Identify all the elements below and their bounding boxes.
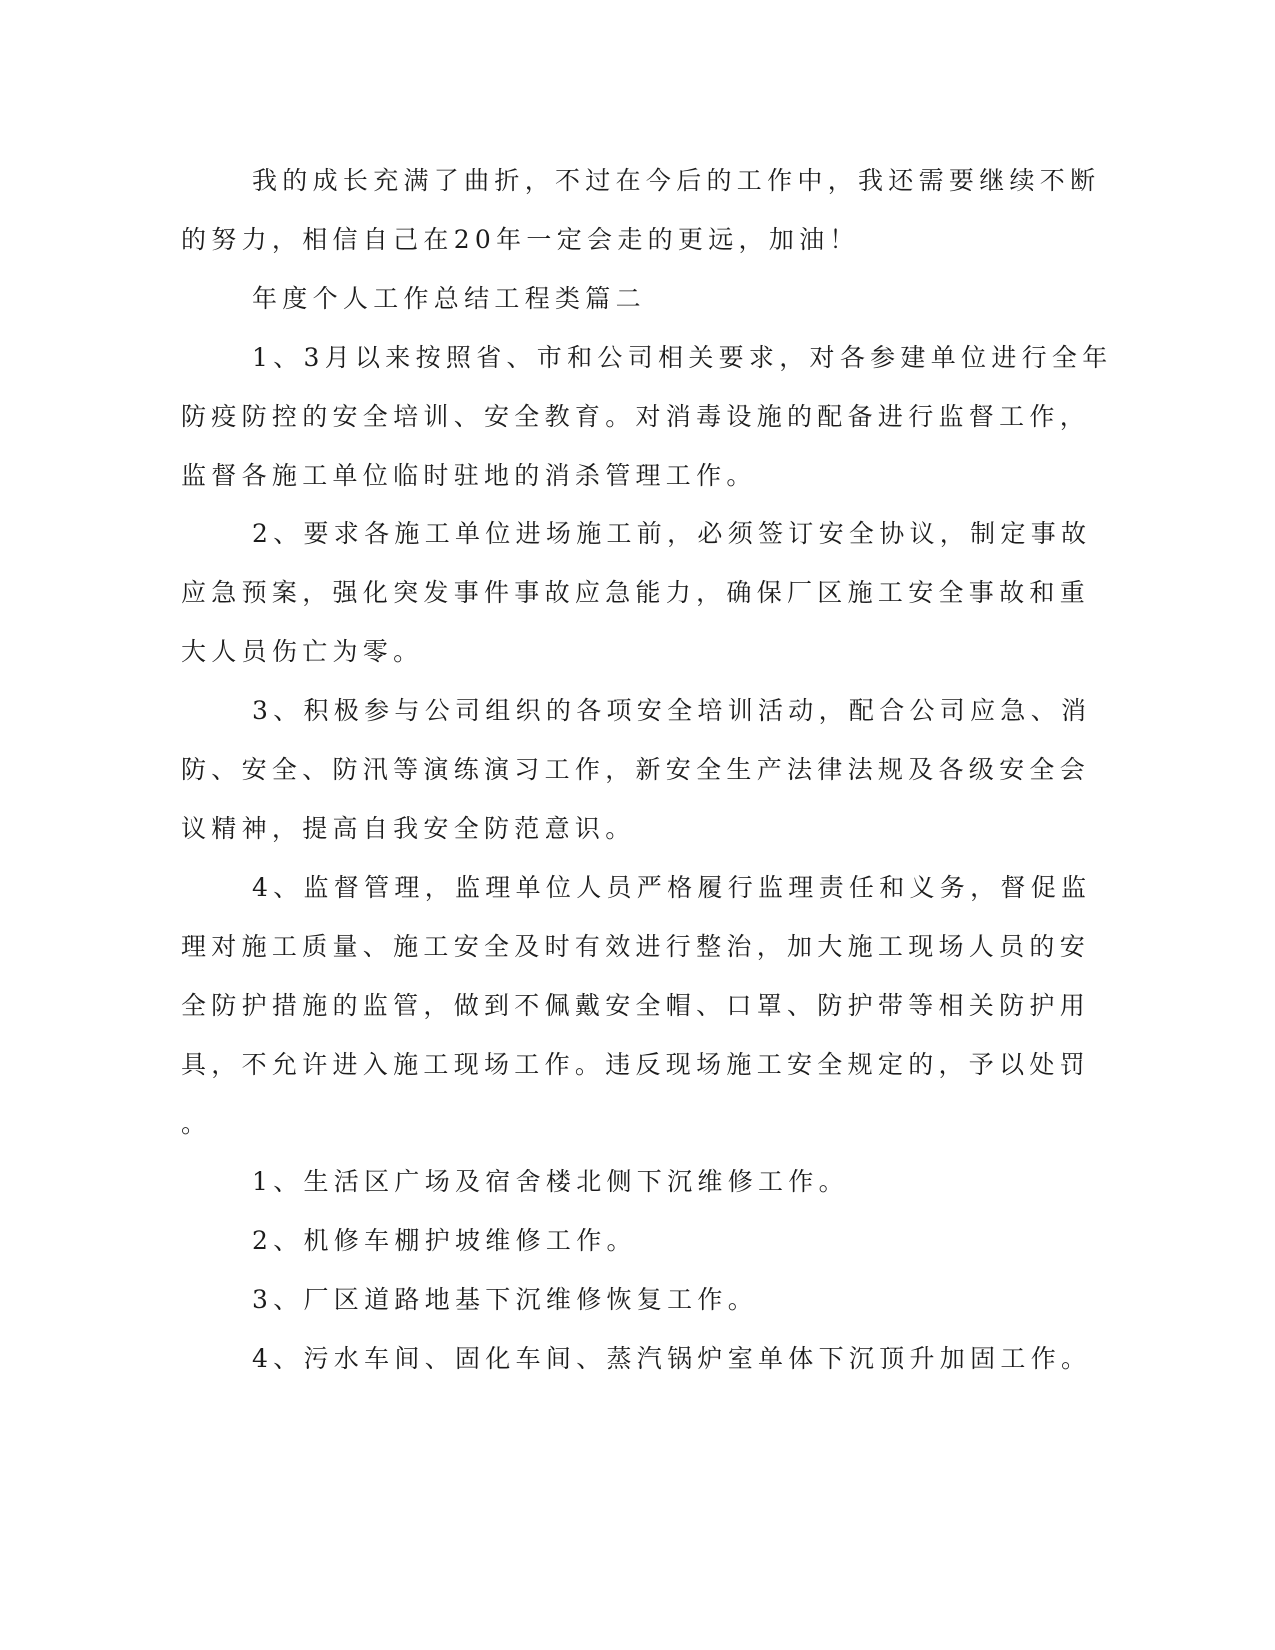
text-line: 应急预案，强化突发事件事故应急能力，确保厂区施工安全事故和重 [181, 578, 1091, 607]
list-item: 3、厂区道路地基下沉维修恢复工作。 [252, 1285, 759, 1314]
text-line: 监督各施工单位临时驻地的消杀管理工作。 [181, 461, 757, 490]
text-line: 的努力，相信自己在20年一定会走的更远，加油！ [181, 225, 860, 254]
list-item: 2、机修车棚护坡维修工作。 [252, 1226, 637, 1255]
text-line: 4、监督管理，监理单位人员严格履行监理责任和义务，督促监 [252, 873, 1092, 902]
text-line: 全防护措施的监管，做到不佩戴安全帽、口罩、防护带等相关防护用 [181, 991, 1091, 1020]
list-item: 1、生活区广场及宿舍楼北侧下沉维修工作。 [252, 1167, 849, 1196]
text-line: 防疫防控的安全培训、安全教育。对消毒设施的配备进行监督工作， [181, 402, 1091, 431]
text-line: 。 [181, 1109, 212, 1138]
text-line: 3、积极参与公司组织的各项安全培训活动，配合公司应急、消 [252, 696, 1092, 725]
text-line: 大人员伤亡为零。 [181, 637, 424, 666]
text-line: 我的成长充满了曲折，不过在今后的工作中，我还需要继续不断 [252, 166, 1101, 195]
text-line: 议精神，提高自我安全防范意识。 [181, 814, 636, 843]
text-line: 具，不允许进入施工现场工作。违反现场施工安全规定的，予以处罚 [181, 1050, 1091, 1079]
list-item: 4、污水车间、固化车间、蒸汽锅炉室单体下沉顶升加固工作。 [252, 1344, 1092, 1373]
text-line: 防、安全、防汛等演练演习工作，新安全生产法律法规及各级安全会 [181, 755, 1091, 784]
text-line: 理对施工质量、施工安全及时有效进行整治，加大施工现场人员的安 [181, 932, 1091, 961]
section-heading: 年度个人工作总结工程类篇二 [252, 284, 646, 313]
text-line: 2、要求各施工单位进场施工前，必须签订安全协议，制定事故 [252, 519, 1092, 548]
text-line: 1、3月以来按照省、市和公司相关要求，对各参建单位进行全年 [252, 343, 1113, 372]
